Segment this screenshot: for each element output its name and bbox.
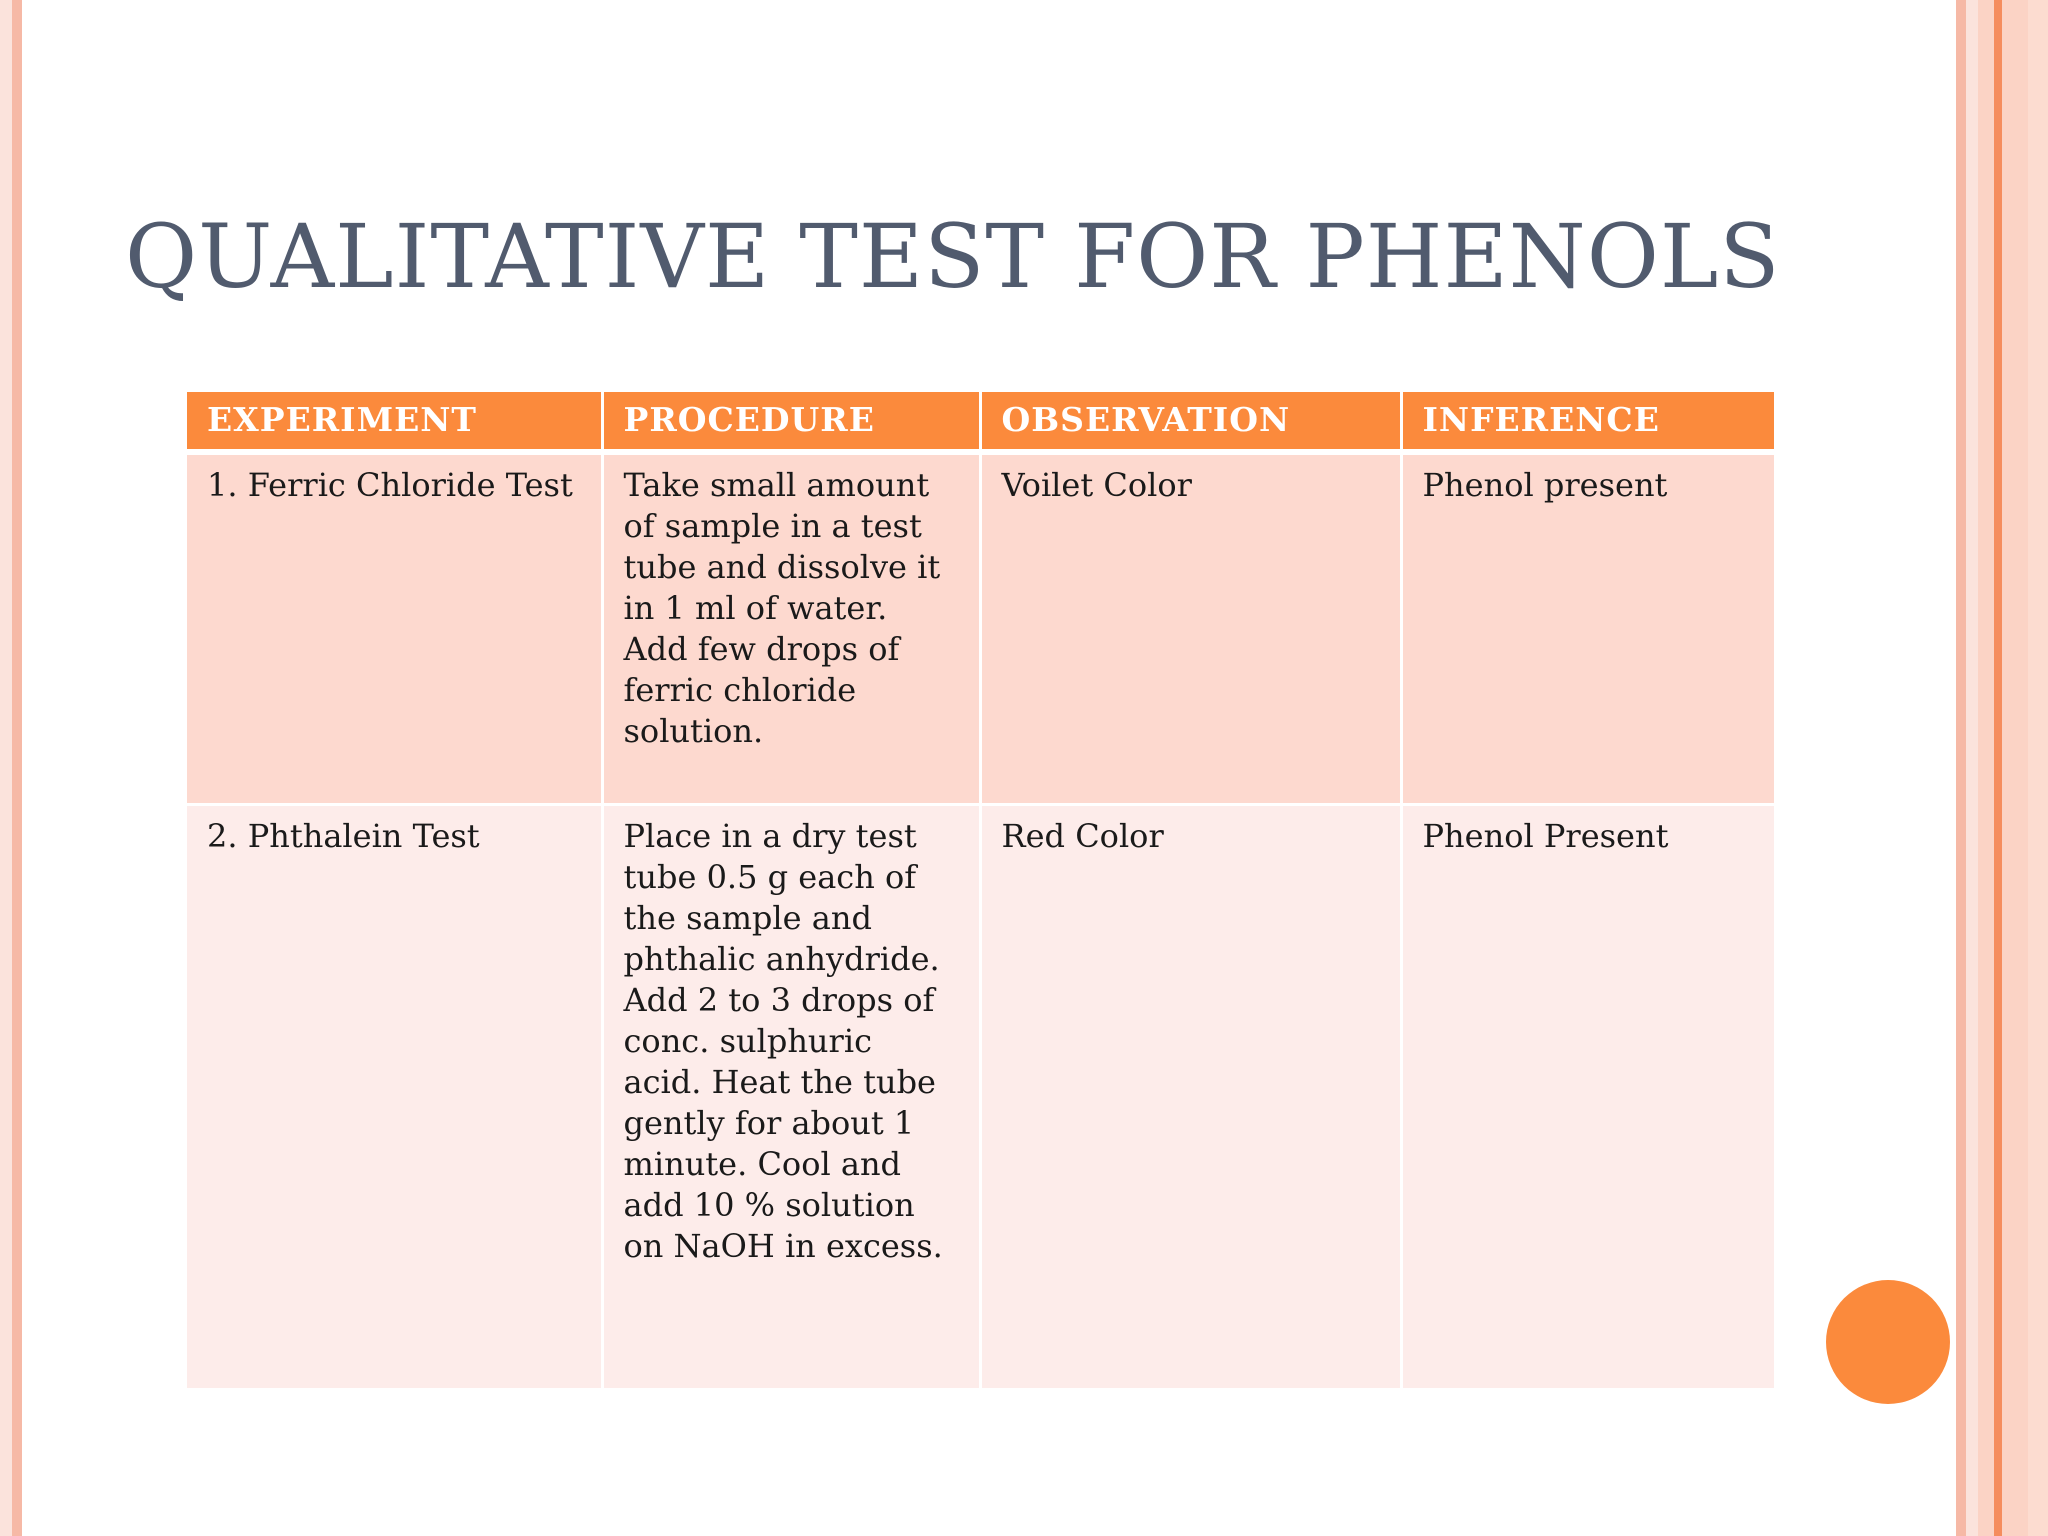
left-frame-stripe xyxy=(12,0,22,1536)
experiment-cell: 1. Ferric Chloride Test xyxy=(187,452,602,804)
header-experiment: EXPERIMENT xyxy=(187,392,602,452)
procedure-line: Add 2 to 3 drops of conc. sulphuric acid. Heat the tube gently for about 1 minute. Cool and add 10 % solution on NaOH in excess. xyxy=(623,980,943,1265)
inference-cell: Phenol Present xyxy=(1401,804,1774,1388)
right-frame-bar-light xyxy=(1966,0,1978,1536)
observation-cell: Voilet Color xyxy=(980,452,1401,804)
procedure-line: Place in a dry test tube 0.5 g each of the sample and phthalic anhydride. xyxy=(623,816,940,978)
table-row xyxy=(187,804,1774,1388)
right-frame-bar xyxy=(1978,0,2028,1536)
header-inference: INFERENCE xyxy=(1401,392,1774,452)
phenol-tests-table xyxy=(187,392,1774,1388)
right-frame-accent-stripe xyxy=(1994,0,2002,1536)
experiment-cell: 2. Phthalein Test xyxy=(187,804,602,1388)
slide-title: QUALITATIVE TEST FOR PHENOLS xyxy=(125,205,1781,308)
decorative-circle xyxy=(1826,1280,1950,1404)
table-header-row xyxy=(187,392,1774,452)
procedure-cell: Take small amount of sample in a test tube and dissolve it in 1 ml of water. Add few drops of ferric chloride solution. xyxy=(602,452,980,804)
right-frame-edge xyxy=(2028,0,2048,1536)
procedure-cell xyxy=(602,804,980,1388)
header-observation: OBSERVATION xyxy=(980,392,1401,452)
observation-cell: Red Color xyxy=(980,804,1401,1388)
table-row xyxy=(187,452,1774,804)
header-procedure: PROCEDURE xyxy=(602,392,980,452)
inference-cell: Phenol present xyxy=(1401,452,1774,804)
right-frame-stripe xyxy=(1956,0,1966,1536)
